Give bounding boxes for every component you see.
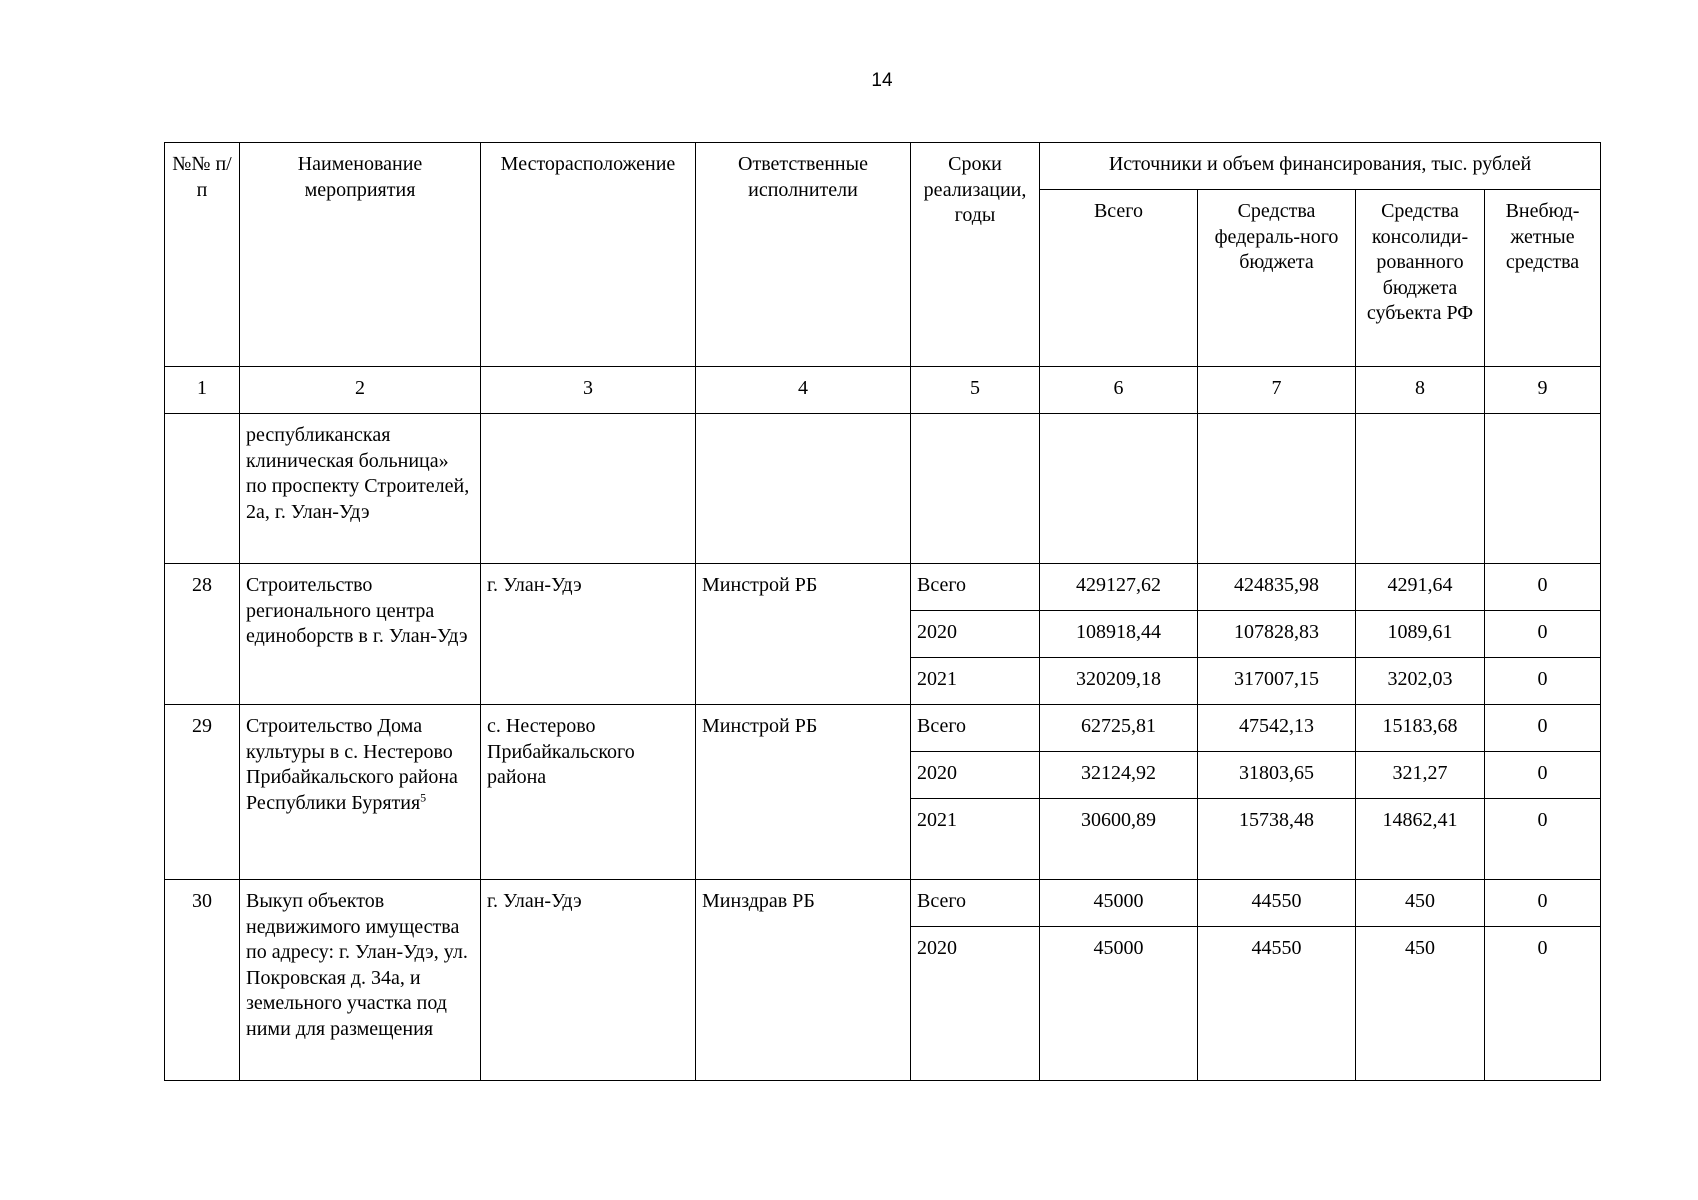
item-responsible: Минздрав РБ (696, 880, 911, 1081)
period-cell: 2020 (911, 752, 1040, 799)
consolidated-cell: 1089,61 (1356, 611, 1485, 658)
federal-cell: 424835,98 (1198, 564, 1356, 611)
consolidated-cell: 3202,03 (1356, 658, 1485, 705)
header-federal: Средства федераль-ного бюджета (1198, 190, 1356, 367)
consolidated-cell: 321,27 (1356, 752, 1485, 799)
consolidated-cell: 4291,64 (1356, 564, 1485, 611)
consolidated-cell: 450 (1356, 927, 1485, 1081)
continuation-row (165, 414, 1601, 564)
federal-cell: 44550 (1198, 880, 1356, 927)
column-number: 8 (1356, 367, 1485, 414)
federal-cell: 15738,48 (1198, 799, 1356, 880)
header-num: №№ п/п (165, 143, 240, 367)
table-cell (1485, 414, 1601, 564)
column-number: 5 (911, 367, 1040, 414)
period-cell: Всего (911, 880, 1040, 927)
item-number: 29 (165, 705, 240, 880)
federal-cell: 31803,65 (1198, 752, 1356, 799)
extrabudget-cell: 0 (1485, 658, 1601, 705)
total-cell: 62725,81 (1040, 705, 1198, 752)
table-cell (165, 414, 240, 564)
item-number: 30 (165, 880, 240, 1081)
header-terms: Сроки реализации, годы (911, 143, 1040, 367)
table-cell (911, 414, 1040, 564)
header-responsible: Ответственные исполнители (696, 143, 911, 367)
header-funding: Источники и объем финансирования, тыс. рублей (1040, 143, 1601, 190)
consolidated-cell: 15183,68 (1356, 705, 1485, 752)
total-cell: 320209,18 (1040, 658, 1198, 705)
table-cell (1356, 414, 1485, 564)
header-name: Наименование мероприятия (240, 143, 481, 367)
extrabudget-cell: 0 (1485, 564, 1601, 611)
period-cell: 2021 (911, 799, 1040, 880)
total-cell: 108918,44 (1040, 611, 1198, 658)
column-number: 2 (240, 367, 481, 414)
extrabudget-cell: 0 (1485, 799, 1601, 880)
column-number: 4 (696, 367, 911, 414)
total-cell: 32124,92 (1040, 752, 1198, 799)
extrabudget-cell: 0 (1485, 705, 1601, 752)
item-location: с. Нестерово Прибайкальского района (481, 705, 696, 880)
header-row (165, 143, 1601, 190)
period-cell: Всего (911, 564, 1040, 611)
column-number: 9 (1485, 367, 1601, 414)
extrabudget-cell: 0 (1485, 611, 1601, 658)
table-cell (696, 414, 911, 564)
column-number: 6 (1040, 367, 1198, 414)
column-numbers-row (165, 367, 1601, 414)
item-responsible: Минстрой РБ (696, 564, 911, 705)
extrabudget-cell: 0 (1485, 927, 1601, 1081)
header-total: Всего (1040, 190, 1198, 367)
header-consolidated: Средства консолиди-рованного бюджета субъекта РФ (1356, 190, 1485, 367)
period-cell: 2021 (911, 658, 1040, 705)
consolidated-cell: 14862,41 (1356, 799, 1485, 880)
table-cell (481, 414, 696, 564)
column-number: 7 (1198, 367, 1356, 414)
period-cell: 2020 (911, 611, 1040, 658)
federal-cell: 317007,15 (1198, 658, 1356, 705)
period-cell: 2020 (911, 927, 1040, 1081)
total-cell: 30600,89 (1040, 799, 1198, 880)
item-name: Строительство Дома культуры в с. Нестерово Прибайкальского района Республики Бурятия (246, 715, 458, 814)
federal-cell: 47542,13 (1198, 705, 1356, 752)
table-row (165, 564, 1601, 611)
extrabudget-cell: 0 (1485, 752, 1601, 799)
item-responsible: Минстрой РБ (696, 705, 911, 880)
consolidated-cell: 450 (1356, 880, 1485, 927)
column-number: 1 (165, 367, 240, 414)
continued-item-name: республиканская клиническая больница» по проспекту Строителей, 2а, г. Улан-Удэ (240, 414, 481, 564)
extrabudget-cell: 0 (1485, 880, 1601, 927)
table-row (165, 880, 1601, 927)
total-cell: 429127,62 (1040, 564, 1198, 611)
column-number: 3 (481, 367, 696, 414)
federal-cell: 44550 (1198, 927, 1356, 1081)
item-number: 28 (165, 564, 240, 705)
period-cell: Всего (911, 705, 1040, 752)
header-extrabudget: Внебюд-жетные средства (1485, 190, 1601, 367)
page-number: 14 (871, 70, 893, 91)
item-name: Строительство регионального центра единоборств в г. Улан-Удэ (240, 564, 481, 705)
footnote-marker: 5 (420, 789, 427, 804)
header-location: Месторасположение (481, 143, 696, 367)
item-name-cell (240, 705, 481, 880)
table-row (165, 705, 1601, 752)
item-location: г. Улан-Удэ (481, 564, 696, 705)
item-location: г. Улан-Удэ (481, 880, 696, 1081)
federal-cell: 107828,83 (1198, 611, 1356, 658)
total-cell: 45000 (1040, 927, 1198, 1081)
item-name: Выкуп объектов недвижимого имущества по адресу: г. Улан-Удэ, ул. Покровская д. 34а, и земельного участка под ними для размещения (240, 880, 481, 1081)
total-cell: 45000 (1040, 880, 1198, 927)
funding-table (164, 142, 1601, 1081)
table-cell (1198, 414, 1356, 564)
table-cell (1040, 414, 1198, 564)
